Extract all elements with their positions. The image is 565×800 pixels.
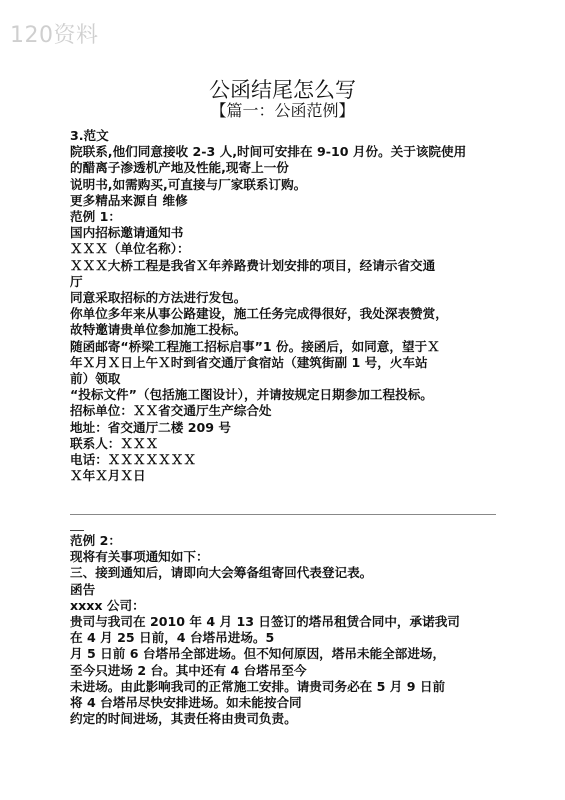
section-one — [70, 128, 500, 484]
section-two — [70, 533, 500, 727]
body-line: 地址：省交通厅二楼 209 号 — [70, 419, 231, 435]
body-line: 同意采取招标的方法进行发包。 — [70, 290, 247, 306]
body-line: 更多精品来源自 维修 — [70, 192, 188, 208]
body-line: 随函邮寄“桥梁工程施工招标启事”1 份。接函后，如同意，望于Ｘ — [70, 338, 440, 354]
body-line: 院联系,他们同意接收 2-3 人,时间可安排在 9-10 月份。关于该院使用 — [70, 144, 467, 160]
body-line: 现将有关事项通知如下： — [70, 549, 209, 565]
body-line: 三、接到通知后，请即向大会筹备组寄回代表登记表。 — [70, 565, 373, 581]
body-line: 的醋离子渗透机产地及性能,现寄上一份 — [70, 160, 289, 176]
body-line: Ｘ年Ｘ月Ｘ日 — [70, 468, 146, 484]
body-line: 函告 — [70, 581, 96, 597]
body-line: 前）领取 — [70, 371, 121, 387]
body-line: ＸＸＸ（单位名称）： — [70, 241, 190, 257]
body-line: 说明书,如需购买,可直接与厂家联系订购。 — [70, 176, 307, 192]
body-line: 故特邀请贵单位参加施工投标。 — [70, 322, 247, 338]
body-line: 贵司与我司在 2010 年 4 月 13 日签订的塔吊租赁合同中，承诺我司 — [70, 614, 460, 630]
body-line: 未进场。由此影响我司的正常施工安排。请贵司务必在 5 月 9 日前 — [70, 678, 446, 694]
body-line: 3.范文 — [70, 128, 109, 143]
body-line: 范例 1： — [70, 209, 121, 225]
watermark: 120资料 — [10, 23, 99, 48]
body-line: “投标文件”（包括施工图设计），并请按规定日期参加工程投标。 — [70, 387, 433, 403]
body-line: 约定的时间进场，其责任将由贵司负责。 — [70, 711, 297, 727]
body-line: 至今只进场 2 台。其中还有 4 台塔吊至今 — [70, 662, 307, 678]
body-line: ＸＸＸ大桥工程是我省Ｘ年养路费计划安排的项目，经请示省交通 — [70, 257, 436, 273]
body-line: 联系人：ＸＸＸ — [70, 435, 159, 451]
body-line: 电话：ＸＸＸＸＸＸＸ — [70, 452, 196, 468]
document-title: 公函结尾怎么写 — [209, 78, 356, 102]
body-line: 国内招标邀请通知书 — [70, 225, 184, 241]
body-line: 范例 2： — [70, 533, 121, 548]
body-line: 你单位多年来从事公路建设，施工任务完成得很好，我处深表赞赏， — [70, 306, 448, 322]
body-line: 招标单位：ＸＸ省交通厅生产综合处 — [70, 403, 272, 419]
body-line: 在 4 月 25 日前，4 台塔吊进场。5 — [70, 630, 275, 646]
section-divider — [70, 514, 496, 515]
body-line: 将 4 台塔吊尽快安排进场。如未能按合同 — [70, 695, 302, 711]
body-line: 年Ｘ月Ｘ日上午Ｘ时到省交通厅食宿站（建筑街副 1 号，火车站 — [70, 354, 428, 370]
body-line: xxxx 公司： — [70, 597, 145, 613]
document-subtitle: 【篇一：公函范例】 — [210, 101, 355, 120]
body-line: 月 5 日前 6 台塔吊全部进场。但不知何原因，塔吊未能全部进场， — [70, 646, 446, 662]
short-divider — [70, 530, 84, 531]
body-line: 厅 — [70, 273, 83, 289]
